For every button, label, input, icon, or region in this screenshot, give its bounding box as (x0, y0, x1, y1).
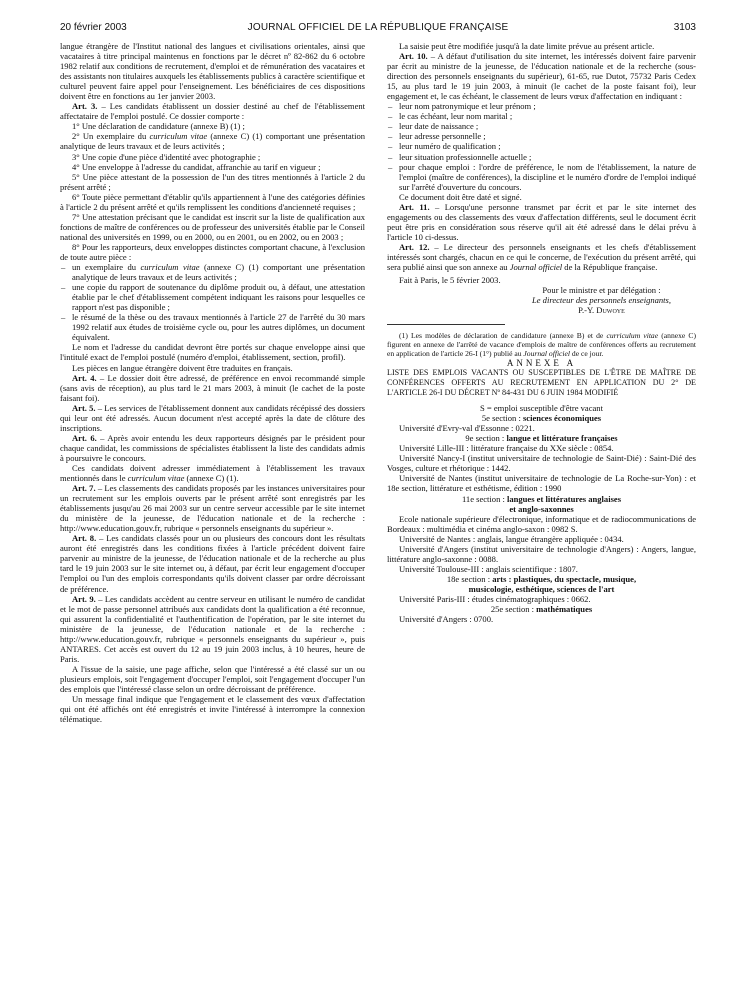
list-item: Université de Nantes : anglais, langue étrangère appliquée : 0434. (399, 533, 624, 544)
list-item: – leur numéro de qualification ; (387, 141, 696, 151)
footnote: (1) Les modèles de déclaration de candidature (annexe B) et de curriculum vitae (annexe C) figurent en annexe de l'arrêté de vacance d'emplois de maître de conférences offerts au recrutement en application de l'article 26-I (1°) publié au Journal officiel de ce jour. (387, 331, 696, 359)
article-9: Art. 9. – Les candidats accèdent au centre serveur en utilisant le numéro de candidat et le mot de passe personnel attribués aux candidats dont la qualification a été reconnue, qui assurent la confidentialité et l'authentification de l'opération, par le site internet du ministère de la jeunesse, de l'éducation nationale et de la recherche : http://www.education.gouv.fr, rubrique « personnels enseignants du supérieur », puis ANTARES. Cet accès est ouvert du 12 au 19 juin 2003 inclus, à 10 heures, heure de Paris. (60, 593, 365, 664)
signature-title: Le directeur des personnels enseignants, (531, 295, 672, 306)
list-item: Université d'Angers : 0700. (399, 614, 494, 625)
signature-block (387, 275, 696, 315)
list-item: – leur date de naissance ; (387, 121, 696, 131)
section-heading: 5e section : sciences économiques (481, 413, 602, 424)
list-item: 6° Toute pièce permettant d'établir qu'ils appartiennent à l'une des catégories définies à l'article 2 du présent arrêté et qu'ils remplissent les conditions d'ancienneté requises ; (60, 191, 365, 212)
article-11: Art. 11. – Lorsqu'une personne transmet par écrit et par le site internet des engagements ou des classements des vœux d'affectation différents, seul le document écrit peut être pris en considération sous réserve qu'il ait été adressé dans le délai prévu à l'article 10 ci-dessus. (387, 201, 696, 242)
list-item: Université de Nantes (institut universitaire de technologie de La Roche-sur-Yon) : et 18e section, littérature et esthétisme, édition : 1990 (387, 473, 696, 494)
dash-list (387, 101, 696, 191)
article-10: Art. 10. – A défaut d'utilisation du site internet, les intéressés doivent faire parvenir par écrit au ministre de la jeunesse, de l'éducation nationale et de la recherche (sous-direction des personnels enseignants du supérieur), 61-65, rue Dutot, 75732 Paris Cedex 15, au plus tard le 19 juin 2003, à minuit (le cachet de la poste faisant foi), leur engagement et, le cas échéant, le classement de leurs vœux d'affectation en indiquant : (387, 51, 696, 102)
article-7: Art. 7. – Les classements des candidats proposés par les instances universitaires pour un recrutement sur les emplois ouverts par le présent arrêté sont enregistrés par les établissements jusqu'au 26 mai 2003 sur un centre serveur accessible par le site internet du ministère de la jeunesse, de l'éducation nationale et de la recherche : http://www.education.gouv.fr, rubrique « personnels enseignants du supérieur ». (60, 483, 365, 534)
section-heading: 9e section : langue et littérature françaises (465, 433, 618, 444)
list-item: – leur situation professionnelle actuelle ; (387, 152, 696, 162)
article-6: Art. 6. – Après avoir entendu les deux rapporteurs désignés par le président pour chaque candidat, les commissions de spécialistes établissent la liste des candidats admis à poursuivre le concours. (60, 432, 365, 463)
list-item: – le résumé de la thèse ou des travaux mentionnés à l'article 27 de l'arrêté du 30 mars 1992 relatif aux études de troisième cycle ou, pour les autres diplômes, un document équivalent. (60, 312, 365, 342)
list-item: 2° Un exemplaire du curriculum vitae (annexe C) (1) comportant une présentation analytique de leurs travaux et de leurs activités ; (60, 131, 365, 152)
article-12: Art. 12. – Le directeur des personnels enseignants et les chefs d'établissement intéressés sont chargés, chacun en ce qui le concerne, de l'exécution du présent arrêté, qui sera publié ainsi que son annexe au Journal officiel de la République française. (387, 241, 696, 273)
paragraph: A l'issue de la saisie, une page affiche, selon que l'intéressé a été classé sur un ou plusieurs emplois, soit l'engagement d'occuper l'emploi, soit l'engagement d'occuper l'un des emplois que l'intéressé classe selon un ordre décroissant de préférence. (60, 663, 365, 694)
annex-title: ANNEXE A (506, 358, 577, 369)
signatory-name: P.-Y. Duwoye (578, 305, 625, 316)
article-4: Art. 4. – Le dossier doit être adressé, de préférence en envoi recommandé simple (sans avis de réception), au plus tard le 21 mars 2003, à minuit (le cachet de la poste faisant foi). (60, 372, 365, 403)
article-8: Art. 8. – Les candidats classés pour un ou plusieurs des concours dont les résultats auront été enregistrés dans les conditions fixées à l'article précédent doivent faire parvenir au ministre de la jeunesse, de l'éducation nationale et de la recherche au plus tard le 19 juin 2003 sur le site internet ou, à défaut, par écrit leur engagement d'occuper l'emploi ou l'un des emplois correspondants qu'ils doivent classer par ordre décroissant de préférence. (60, 533, 365, 594)
list-item: – le cas échéant, leur nom marital ; (387, 111, 696, 121)
list-item: 8° Pour les rapporteurs, deux enveloppes distinctes comportant chacune, à l'exclusion de toute autre pièce : (60, 241, 365, 262)
page-number: 3103 (673, 22, 696, 33)
annex-subtitle: LISTE DES EMPLOIS VACANTS OU SUSCEPTIBLES DE L'ÊTRE DE MAÎTRE DE CONFÉRENCES OFFERTS AU RECRUTEMENT EN APPLICATION DU 2° DE L'ARTICLE 26-I DU DÉCRET Nº 84-431 DU 6 JUIN 1984 MODIFIÉ (387, 368, 696, 397)
list-item: – leur adresse personnelle ; (387, 131, 696, 141)
dash-list (60, 262, 365, 342)
signature-line: Pour le ministre et par délégation : (542, 285, 661, 296)
left-column (60, 41, 365, 971)
paragraph: Ce document doit être daté et signé. (399, 191, 522, 202)
right-column (387, 41, 696, 971)
paragraph: Le nom et l'adresse du candidat devront être portés sur chaque enveloppe ainsi que l'intitulé exact de l'emploi postulé (numéro d'emploi, établissement, section, profil). (60, 342, 365, 363)
intro-paragraph: langue étrangère de l'Institut national des langues et civilisations orientales, ainsi que vacataires à titre principal maintenus en fonctions par le décret nº 82-862 du 6 octobre 1982 relatif aux conditions de recrutement, d'emploi et de rémunération des vacataires et des assistants non titulaires auxquels les établissements publics à caractère scientifique et culturel peuvent faire appel pour l'enseignement. Les bénéficiaires de ces dispositions doivent être en fonctions au 1er janvier 2003. (60, 41, 365, 102)
list-item: Université Toulouse-III : anglais scientifique : 1807. (399, 563, 578, 574)
list-item: Université d'Evry-val d'Essonne : 0221. (399, 423, 535, 434)
list-item: – une copie du rapport de soutenance du diplôme produit ou, à défaut, une attestation établie par le chef d'établissement compétent indiquant les raisons pour lesquelles ce rapport n'est pas disponible ; (60, 282, 365, 312)
article-3: Art. 3. – Les candidats établissent un dossier destiné au chef de l'établissement affectataire de l'emploi postulé. Ce dossier comporte : (60, 101, 365, 122)
list-item: 4° Une enveloppe à l'adresse du candidat, affranchie au tarif en vigueur ; (72, 161, 321, 172)
annex-legend: S = emploi susceptible d'être vacant (480, 403, 603, 414)
page-header (60, 22, 696, 36)
paragraph: La saisie peut être modifiée jusqu'à la date limite prévue au présent article. (399, 41, 655, 51)
paragraph: Les pièces en langue étrangère doivent être traduites en français. (72, 362, 293, 373)
list-item: Université Lille-III : littérature française du XXe siècle : 0854. (399, 443, 614, 454)
list-item: 3° Une copie d'une pièce d'identité avec photographie ; (72, 151, 261, 162)
issue-date: 20 février 2003 (60, 22, 127, 33)
section-heading: 25e section : mathématiques (490, 604, 593, 615)
list-item: Ecole nationale supérieure d'électronique, informatique et de radiocommunications de Bordeaux : multimédia et cinéma anglo-saxon : 0982 S. (387, 513, 696, 534)
paragraph: Ces candidats doivent adresser immédiatement à l'établissement les travaux mentionnés dans le curriculum vitae (annexe C) (1). (60, 462, 365, 484)
list-item: – pour chaque emploi : l'ordre de préférence, le nom de l'établissement, la nature de l'emploi (maître de conférences), la discipline et le numéro d'ordre de l'emploi indiqué sur l'arrêté d'ouverture du concours. (387, 162, 696, 192)
list-item: Université d'Angers (institut universitaire de technologie d'Angers) : Angers, langue, littérature anglo-saxonne : 0088. (387, 543, 696, 564)
section-heading: 18e section : arts : plastiques, du spectacle, musique, musicologie, esthétique, sciences de l'art (446, 573, 637, 594)
section-heading: 11e section : langues et littératures anglaises et anglo-saxonnes (461, 493, 622, 514)
footnote-rule (387, 324, 505, 325)
list-item: Université Nancy-I (institut universitaire de technologie de Saint-Dié) : Saint-Dié des Vosges, culture et rhétorique : 1442. (387, 453, 696, 474)
place-date: Fait à Paris, le 5 février 2003. (399, 275, 501, 286)
paragraph: Un message final indique que l'engagement et le classement des vœux d'affectation qui ont été affichés ont été enregistrés et invite l'intéressé à interrompre la connexion télématique. (60, 694, 365, 725)
list-item: 7° Une attestation précisant que le candidat est inscrit sur la liste de qualification aux fonctions de maître de conférences ou de professeur des universités établie par le Conseil national des universités en 1999, ou en 2000, ou en 2001, ou en 2002, ou en 2003 ; (60, 211, 365, 242)
list-item: – leur nom patronymique et leur prénom ; (387, 101, 696, 111)
list-item: 5° Une pièce attestant de la possession de l'un des titres mentionnés à l'article 2 du présent arrêté ; (60, 171, 365, 192)
article-5: Art. 5. – Les services de l'établissement donnent aux candidats récépissé des dossiers qui leur ont été adressés. Aucun document n'est accepté après la date de clôture des inscriptions. (60, 402, 365, 433)
list-item: – un exemplaire du curriculum vitae (annexe C) (1) comportant une présentation analytique de leurs travaux et de leurs activités ; (60, 262, 365, 282)
list-item: 1° Une déclaration de candidature (annexe B) (1) ; (72, 121, 245, 132)
journal-title: JOURNAL OFFICIEL DE LA RÉPUBLIQUE FRANÇAISE (247, 22, 509, 33)
article-label: Art. 3. (72, 101, 98, 112)
list-item: Université Paris-III : études cinématographiques : 0662. (399, 593, 591, 604)
